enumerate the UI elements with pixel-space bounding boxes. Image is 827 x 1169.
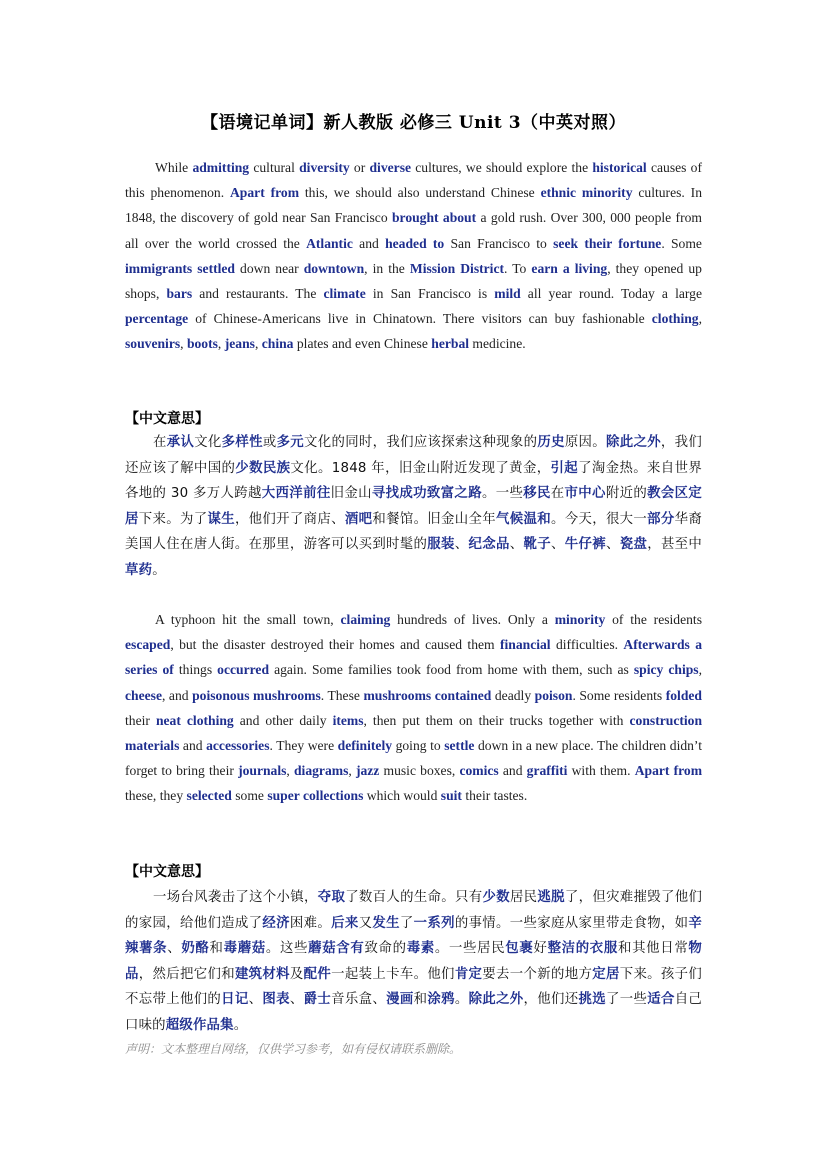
text-run: , and (162, 687, 193, 703)
text-run: , (348, 763, 356, 779)
text-run: with them. (567, 763, 635, 779)
text-run: 下来。孩子们不忘带上他们的 (125, 966, 702, 1008)
text-run: 、 (509, 537, 524, 553)
text-run: in San Francisco is (365, 286, 495, 302)
vocab-keyword: 除此之外 (606, 435, 661, 450)
passage-2-chinese-heading: 【中文意思】 (125, 864, 209, 880)
text-run: . Some residents (572, 687, 666, 703)
vocab-keyword: 多元 (276, 435, 305, 450)
text-run: down in a new place. The children didn’t forget to bring their (125, 738, 702, 779)
text-run: 。 (233, 1017, 248, 1033)
text-run: or (349, 160, 370, 175)
vocab-keyword: neat clothing (155, 712, 234, 728)
vocab-keyword: 涂鸦 (427, 992, 455, 1008)
text-run: 了一些 (605, 992, 648, 1008)
text-run: down near (235, 260, 304, 276)
vocab-keyword: 靴子 (523, 537, 551, 553)
text-run: 文化 (194, 435, 222, 450)
text-run: , (254, 336, 262, 352)
text-run: 和餐馆。旧金山全年 (372, 511, 497, 527)
text-run: 。 (454, 992, 469, 1008)
text-run: ，甚至中 (647, 537, 703, 553)
text-run: 华裔美国人住在唐人街。在那里，游客可以买到时髦的 (125, 511, 702, 553)
vocab-keyword: cheese (125, 687, 162, 703)
text-run: and (352, 235, 386, 251)
vocab-keyword: 包裹 (505, 941, 534, 957)
vocab-keyword: 建筑材料 (234, 966, 290, 982)
passage-1-chinese-heading: 【中文意思】 (125, 411, 209, 427)
text-run: San Francisco to (444, 235, 554, 251)
text-run: A typhoon hit the small town, (155, 612, 341, 627)
text-run: cultures. In 1848, the discovery of gold near San Francisco (125, 185, 702, 226)
vocab-keyword: items (332, 712, 364, 728)
text-run: hundreds of lives. Only a (390, 612, 555, 627)
vocab-keyword: occurred (217, 662, 270, 678)
text-run: their tastes. (461, 788, 528, 804)
vocab-keyword: 肯定 (454, 966, 483, 982)
vocab-keyword: mushrooms contained (363, 687, 492, 703)
text-run: their (125, 712, 156, 728)
vocab-keyword: 定居 (592, 966, 620, 982)
vocab-keyword: 前往 (303, 486, 331, 502)
text-run: , then put them on their trucks together with (363, 712, 630, 728)
vocab-keyword: headed to (385, 235, 445, 251)
vocab-keyword: 配件 (303, 966, 332, 982)
text-run: music boxes, (379, 763, 460, 779)
text-run: 附近的 (605, 486, 648, 502)
text-run: , (698, 662, 703, 678)
text-run: . These (320, 687, 364, 703)
vocab-keyword: jeans (224, 336, 255, 352)
text-run: 困难。 (289, 915, 332, 931)
text-run: ，然后把它们和 (138, 966, 235, 982)
vocab-keyword: china (261, 336, 294, 352)
text-run: deadly (491, 687, 535, 703)
text-run: ，他们开了商店、 (234, 511, 345, 527)
text-run: 了淘金热。来自世界各地的 30 多万人跨越 (125, 460, 702, 502)
text-run: plates and even Chinese (293, 336, 432, 352)
vocab-keyword: definitely (337, 738, 393, 754)
text-run: 致命的 (364, 941, 407, 957)
vocab-keyword: 定居 (125, 486, 702, 527)
vocab-keyword: a series of (125, 637, 702, 678)
text-run: ，他们还 (523, 992, 579, 1008)
vocab-keyword: 发生 (372, 915, 400, 931)
document-title: 【语境记单词】新人教版 必修三 Unit 3（中英对照） (200, 113, 627, 133)
text-run: cultural (249, 160, 300, 175)
vocab-keyword: settle (444, 738, 475, 754)
text-run: 文化的同时，我们应该探索这种现象的 (304, 435, 538, 450)
vocab-keyword: 草药 (125, 562, 153, 578)
text-run: 在 (153, 435, 167, 450)
vocab-keyword: 引起 (550, 460, 579, 476)
text-run: 一场台风袭击了这个小镇， (153, 890, 318, 905)
vocab-keyword: spicy chips (633, 662, 699, 678)
text-run: 在 (550, 486, 565, 502)
vocab-keyword: Atlantic (306, 235, 353, 251)
text-run: 。今天，很大一 (550, 511, 648, 527)
vocab-keyword: 后来 (331, 915, 359, 931)
vocab-keyword: herbal (431, 336, 470, 352)
text-run: and other daily (233, 712, 333, 728)
vocab-keyword: mild (494, 286, 521, 302)
text-run: . They were (269, 738, 338, 754)
vocab-keyword: souvenirs (125, 336, 181, 352)
text-run: 旧金山 (330, 486, 372, 502)
vocab-keyword: 逃脱 (537, 890, 565, 905)
vocab-keyword: earn a living (531, 260, 608, 276)
vocab-keyword: 爵士 (303, 992, 332, 1008)
vocab-keyword: 漫画 (386, 992, 414, 1008)
vocab-keyword: bars (166, 286, 193, 302)
vocab-keyword: Mission District (409, 260, 505, 276)
text-run: , (217, 336, 225, 352)
vocab-keyword: 少数 (482, 890, 510, 905)
vocab-keyword: jazz (355, 763, 380, 779)
vocab-keyword: 整洁的衣服 (547, 941, 618, 957)
text-run: these, they (125, 788, 187, 804)
vocab-keyword: seek their fortune (553, 235, 662, 251)
disclaimer-note: 声明：文本整理自网络，仅供学习参考，如有侵权请联系删除。 (125, 1042, 462, 1056)
text-run: some (231, 788, 268, 804)
text-run: causes of this phenomenon. (125, 160, 702, 201)
text-run: 又 (358, 915, 373, 931)
vocab-keyword: ethnic minority (540, 185, 633, 201)
vocab-keyword: downtown (303, 260, 365, 276)
text-run: , they opened up shops, (125, 260, 702, 302)
vocab-keyword: 谋生 (207, 511, 235, 527)
vocab-keyword: 图表 (262, 992, 290, 1008)
vocab-keyword: 大西洋 (261, 486, 304, 502)
vocab-keyword: 酒吧 (344, 511, 373, 527)
text-run: and (498, 763, 527, 779)
vocab-keyword: percentage (125, 311, 189, 327)
vocab-keyword: poison (534, 687, 573, 703)
passage-2-english (125, 607, 702, 809)
text-run: 要去一个新的地方 (482, 966, 593, 982)
vocab-keyword: folded (665, 687, 702, 703)
vocab-keyword: historical (592, 160, 647, 175)
text-run: 原因。 (564, 435, 607, 450)
text-run: of Chinese-Americans live in Chinatown. There visitors can buy fashionable (188, 311, 652, 327)
text-run: 了，但灾难摧毁了他们的家园，给他们造成了 (125, 890, 703, 931)
vocab-keyword: 夺取 (317, 890, 346, 905)
vocab-keyword: boots (186, 336, 218, 352)
text-run: 下来。为了 (138, 511, 208, 527)
vocab-keyword: 少数民族 (235, 460, 291, 476)
text-run: which would (363, 788, 441, 804)
text-run: 文化。1848 年，旧金山附近发现了黄金， (290, 460, 551, 476)
vocab-keyword: immigrants settled (125, 260, 235, 276)
text-run: . To (504, 260, 532, 276)
text-run: 了 (399, 915, 414, 931)
vocab-keyword: Apart from (634, 763, 703, 779)
text-run: 和 (413, 992, 428, 1008)
text-run: 好 (533, 941, 548, 957)
text-run: 、 (605, 537, 620, 553)
vocab-keyword: 超级作品集 (165, 1017, 234, 1033)
vocab-keyword: 毒蘑菇 (223, 941, 266, 957)
vocab-keyword: 承认 (166, 435, 195, 450)
text-run: , (698, 311, 702, 327)
text-run: 和其他日常 (617, 941, 689, 957)
vocab-keyword: claiming (340, 612, 391, 627)
vocab-keyword: climate (323, 286, 366, 302)
text-run: a gold rush. Over 300, 000 people from all over the world crossed the (125, 210, 702, 251)
text-run: 居民 (509, 890, 538, 905)
text-run: 。 (152, 562, 166, 578)
text-run: this, we should also understand Chinese (299, 185, 541, 201)
text-run: all year round. Today a large (520, 286, 702, 302)
vocab-keyword: poisonous mushrooms (192, 687, 321, 703)
passage-2-chinese (125, 885, 702, 1039)
vocab-keyword: admitting (192, 160, 250, 175)
vocab-keyword: diverse (369, 160, 412, 175)
vocab-keyword: suit (440, 788, 462, 804)
vocab-keyword: 经济 (262, 915, 290, 931)
vocab-keyword: selected (186, 788, 232, 804)
vocab-keyword: 牛仔裤 (564, 537, 606, 553)
vocab-keyword: comics (459, 763, 499, 779)
text-run: medicine. (469, 336, 526, 352)
text-run: and restaurants. The (192, 286, 324, 302)
text-run: 自己口味的 (125, 992, 703, 1033)
vocab-keyword: Apart from (229, 185, 300, 201)
text-run: going to (392, 738, 445, 754)
vocab-keyword: 服装 (427, 537, 455, 553)
vocab-keyword: 蘑菇含有 (308, 941, 365, 957)
text-run: 、 (550, 537, 565, 553)
text-run: . Some (661, 235, 702, 251)
text-run: 和 (209, 941, 224, 957)
vocab-keyword: 奶酪 (181, 941, 210, 957)
text-run: ，我们还应该了解中国的 (125, 435, 702, 476)
vocab-keyword: minority (554, 612, 606, 627)
vocab-keyword: 教会区 (647, 486, 689, 502)
text-run: 及 (289, 966, 304, 982)
vocab-keyword: 气候温和 (496, 511, 551, 527)
vocab-keyword: 移民 (523, 486, 551, 502)
vocab-keyword: 日记 (221, 992, 249, 1008)
vocab-keyword: 寻找成功致富之路 (371, 486, 482, 502)
vocab-keyword: journals (238, 763, 287, 779)
text-run: 、 (454, 537, 469, 553)
vocab-keyword: clothing (651, 311, 699, 327)
text-run: cultures, we should explore the (411, 160, 593, 175)
vocab-keyword: 历史 (537, 435, 565, 450)
vocab-keyword: 挑选 (578, 992, 606, 1008)
vocab-keyword: 市中心 (564, 486, 606, 502)
text-run: 或 (262, 435, 277, 450)
vocab-keyword: 多样性 (221, 435, 263, 450)
vocab-keyword: 物品 (125, 941, 702, 982)
vocab-keyword: Afterwards (623, 637, 690, 653)
vocab-keyword: diversity (299, 160, 350, 175)
vocab-keyword: super collections (267, 788, 364, 804)
text-run: 。这些 (265, 941, 309, 957)
vocab-keyword: 毒素 (406, 941, 435, 957)
vocab-keyword: 适合 (647, 992, 675, 1008)
vocab-keyword: brought about (391, 210, 477, 226)
text-run: of the residents (605, 612, 702, 627)
vocab-keyword: graffiti (526, 763, 568, 779)
text-run: While (155, 160, 193, 175)
text-run: 、 (248, 992, 263, 1008)
text-run: 、 (289, 992, 304, 1008)
text-run: , (286, 763, 294, 779)
text-run: , in the (364, 260, 410, 276)
text-run: and (179, 738, 207, 754)
text-run: , (180, 336, 187, 352)
text-run: 。一些 (481, 486, 524, 502)
vocab-keyword: escaped (125, 637, 171, 653)
text-run: 。一些居民 (434, 941, 506, 957)
text-run: things (173, 662, 218, 678)
text-run: 音乐盒、 (331, 992, 387, 1008)
text-run: difficulties. (550, 637, 624, 653)
vocab-keyword: 辛辣薯条 (125, 915, 703, 957)
vocab-keyword: financial (499, 637, 551, 653)
vocab-keyword: diagrams (293, 763, 349, 779)
vocab-keyword: construction materials (125, 712, 703, 754)
text-run: 了数百人的生命。只有 (345, 890, 483, 905)
vocab-keyword: 除此之外 (468, 992, 524, 1008)
text-run: again. Some families took food from home with them, such as (269, 662, 634, 678)
text-run: 、 (167, 941, 182, 957)
passage-1-chinese (125, 430, 702, 584)
text-run: , but the disaster destroyed their homes and caused them (170, 637, 500, 653)
vocab-keyword: 部分 (647, 511, 675, 527)
text-run: 一起装上卡车。他们 (331, 966, 455, 982)
passage-1-english (125, 155, 702, 357)
text-run: 的事情。一些家庭从家里带走食物，如 (454, 915, 689, 931)
vocab-keyword: 一系列 (413, 915, 455, 931)
vocab-keyword: 纪念品 (468, 537, 510, 553)
vocab-keyword: accessories (206, 738, 270, 754)
vocab-keyword: 瓷盘 (619, 537, 648, 553)
